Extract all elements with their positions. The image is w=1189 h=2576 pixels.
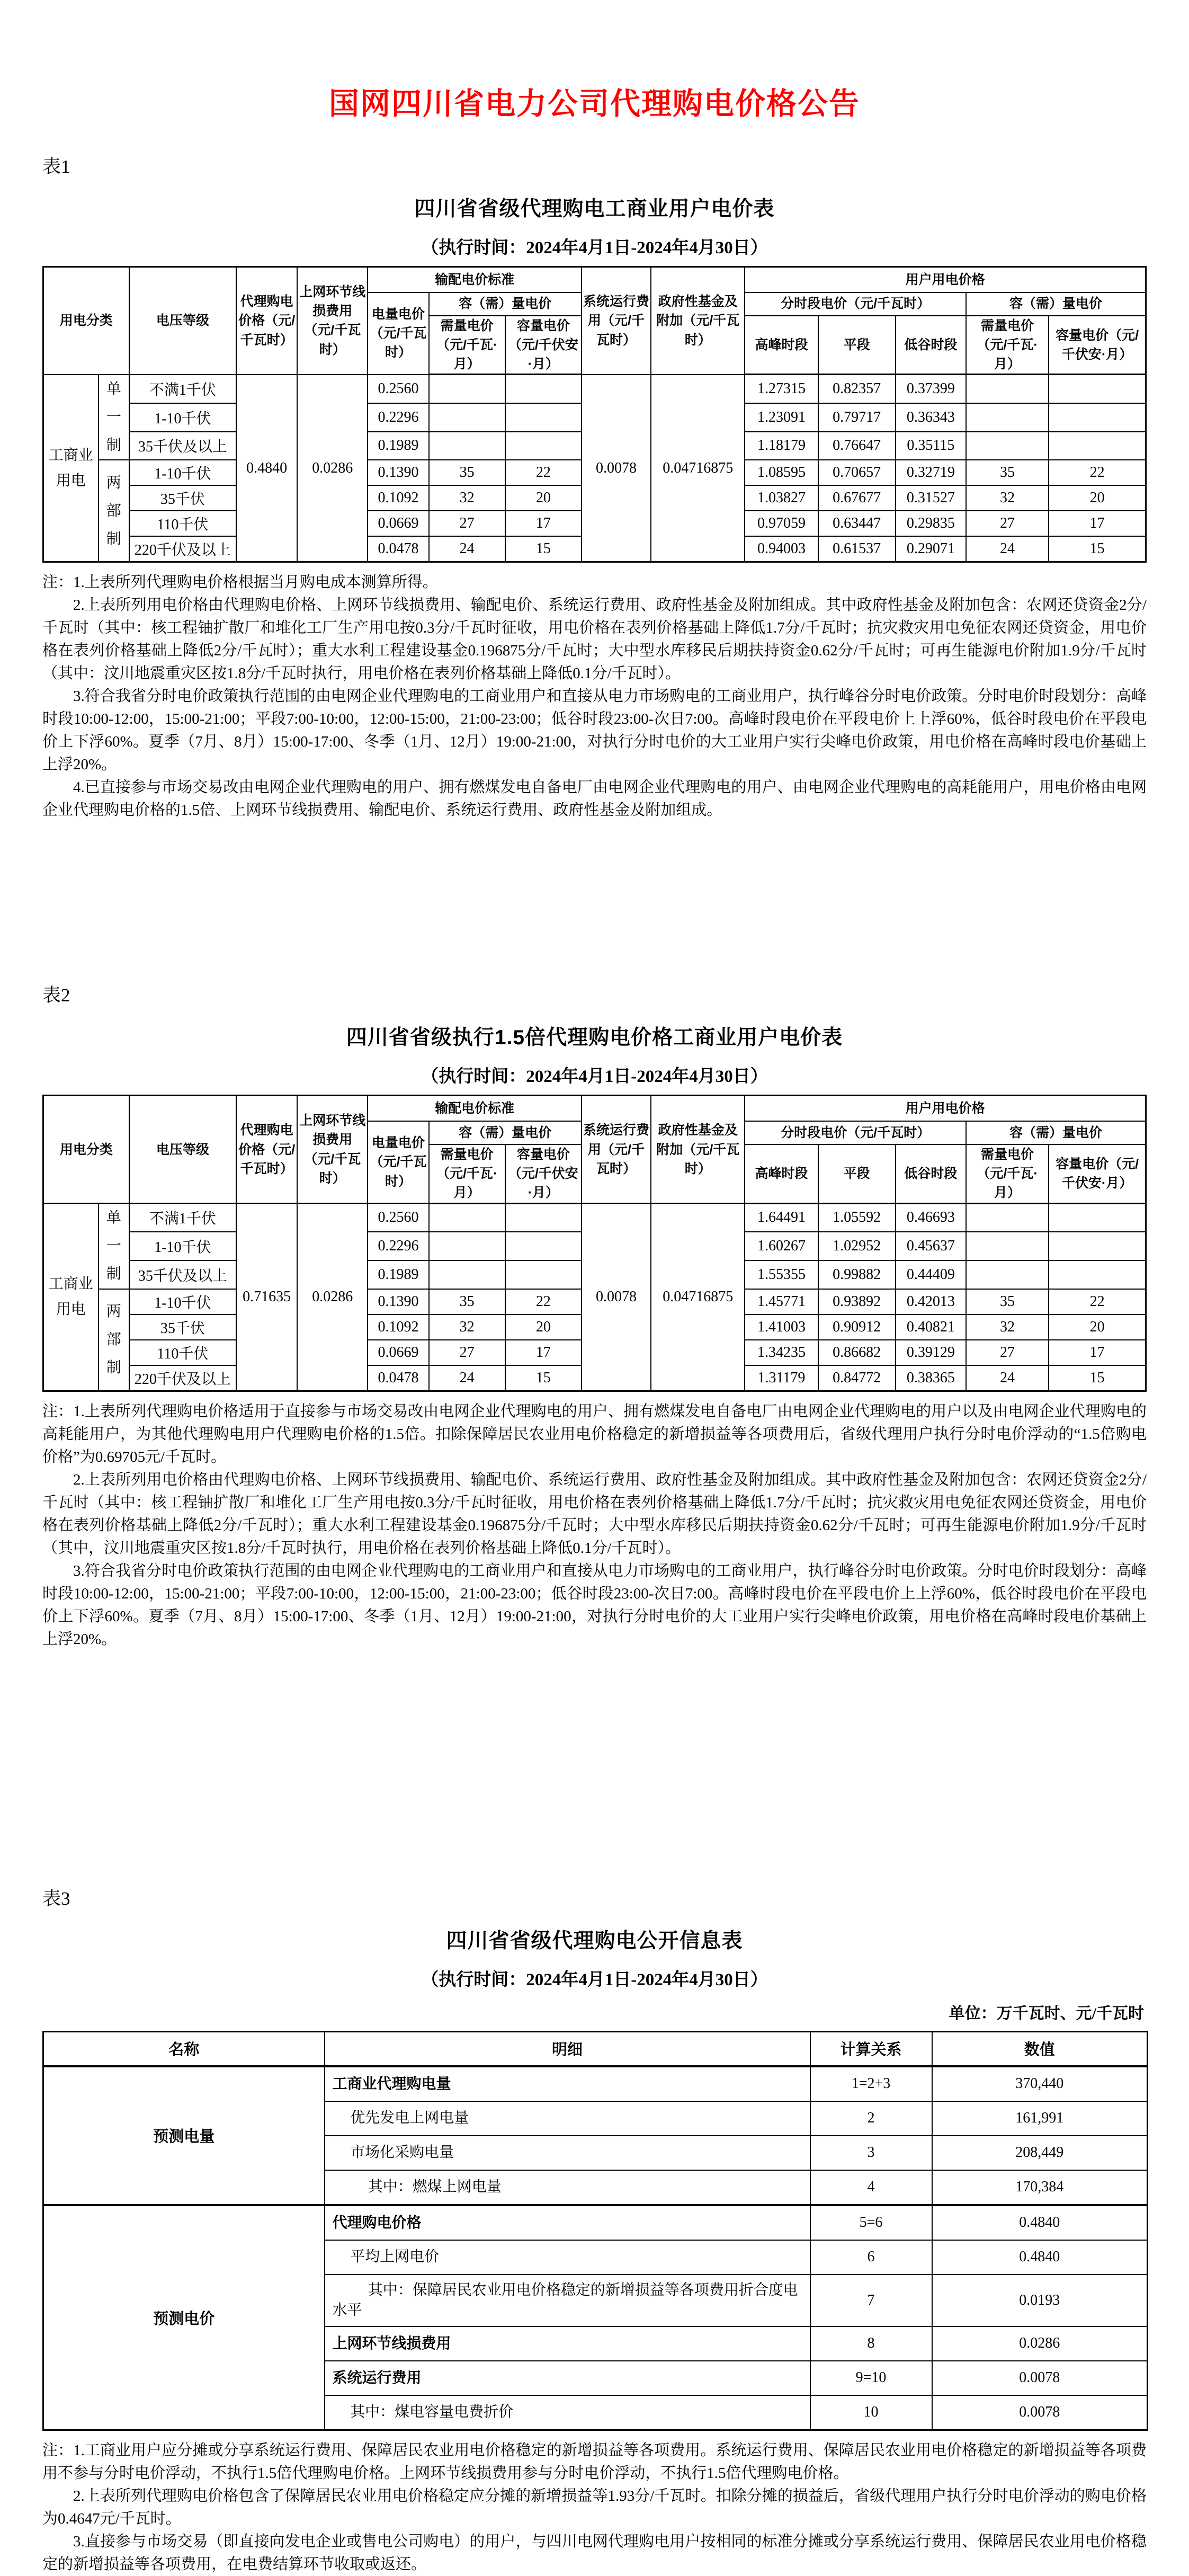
cell-relation: 3 [810,2136,932,2170]
cell-voltage: 220千伏及以上 [129,1365,236,1391]
cell-demand-user: 32 [966,1314,1049,1340]
cell-flat: 0.79717 [818,403,896,432]
th-trans-std: 输配电价标准 [368,1096,582,1121]
th-cap-demand-user: 容（需）量电价 [966,292,1146,316]
cell-demand-user: 24 [966,536,1049,562]
cell-capacity: 15 [505,1365,582,1391]
user-group-label: 工商业用电 [48,1276,93,1318]
table-row [43,375,1146,403]
table-row [43,2066,1148,2101]
cell-value: 0.0078 [932,2361,1148,2395]
th-line-loss: 上网环节线损费用（元/千瓦时） [297,1096,368,1203]
cell-peak: 1.03827 [745,485,818,511]
cell-valley: 0.31527 [896,485,966,511]
cell-regime-single [99,375,129,460]
th-trans-std: 输配电价标准 [368,267,582,292]
th-line-loss: 上网环节线损费用（元/千瓦时） [297,267,368,375]
note-paragraph: 注：1.上表所列代理购电价格根据当月购电成本测算所得。 [42,574,438,591]
cell-peak: 1.27315 [745,375,818,403]
cell-capacity-user: 17 [1049,1340,1146,1365]
cell-detail: 上网环节线损费用 [325,2326,810,2361]
cell-energy: 0.2560 [368,375,428,403]
cell-valley: 0.46693 [896,1203,966,1232]
cell-capacity: 17 [505,1340,582,1365]
cell-energy: 0.1092 [368,485,428,511]
cell-capacity-user: 15 [1049,1365,1146,1391]
note-paragraph: 2.上表所列用电价格由代理购电价格、上网环节线损费用、输配电价、系统运行费用、政府性基金及附加组成。其中政府性基金及附加包含：农网还贷资金2分/千瓦时（其中：核工程铀扩散厂和堆化工厂生产用电按0.3分/千瓦时征收，用电价格在表列价格基础上降低1.7分/千瓦时；抗灾救灾用电免征农网还贷资金，用电价格在表列价格基础上降低2分/千瓦时）；重大水利工程建设基金0.196875分/千瓦时；大中型水库移民后期扶持资金0.62分/千瓦时；可再生能源电价附加1.9分/千瓦时（其中：汶川地震重灾区按1.8分/千瓦时执行，用电价格在表列价格基础上降低0.1分/千瓦时）。 [42,597,1147,682]
table2-caption: 四川省省级执行1.5倍代理购电价格工商业用户电价表 [346,1026,843,1050]
cell-capacity-user [1049,403,1146,432]
cell-energy: 0.0478 [368,1365,428,1391]
cell-detail: 其中：燃煤上网电量 [325,2170,810,2205]
cell-relation: 8 [810,2326,932,2361]
cell-user-group [43,1203,99,1391]
th-agency-price: 代理购电价格（元/千瓦时） [236,1096,297,1203]
cell-capacity [505,1203,582,1232]
cell-capacity: 17 [505,511,582,536]
cell-capacity-user [1049,1260,1146,1289]
regime-label: 两部制 [106,474,121,547]
note-paragraph: 3.符合我省分时电价政策执行范围的由电网企业代理购电的工商业用户和直接从电力市场购电的工商业用户，执行峰谷分时电价政策。分时电价时段划分：高峰时段10:00-12:00，15:00-21:00；平段7:00-10:00，12:00-15:00，21:00-23:00；低谷时段23:00-次日7:00。高峰时段电价在平段电价上上浮60%，低谷时段电价在平段电价上下浮60%。夏季（7月、8月）15:00-17:00、冬季（1月、12月）19:00-21:00，对执行分时电价的大工业用户实行尖峰电价政策，用电价格在高峰时段电价基础上上浮20%。 [42,1562,1147,1648]
cell-energy: 0.1092 [368,1314,428,1340]
table1-price-table [42,266,1147,563]
cell-capacity-user: 20 [1049,485,1146,511]
cell-demand [429,432,505,460]
cell-relation: 7 [810,2275,932,2326]
cell-peak: 1.31179 [745,1365,818,1391]
cell-capacity-user: 17 [1049,511,1146,536]
th-demand-price-user: 需量电价（元/千瓦·月） [966,1144,1049,1203]
cell-peak: 1.18179 [745,432,818,460]
th-flat: 平段 [818,1144,896,1203]
th-relation: 计算关系 [810,2031,932,2066]
cell-valley: 0.32719 [896,460,966,485]
note-paragraph: 2.上表所列用电价格由代理购电价格、上网环节线损费用、输配电价、系统运行费用、政府性基金及附加组成。其中政府性基金及附加包含：农网还贷资金2分/千瓦时（其中：核工程铀扩散厂和堆化工厂生产用电按0.3分/千瓦时征收，用电价格在表列价格基础上降低1.7分/千瓦时；抗灾救灾用电免征农网还贷资金，用电价格在表列价格基础上降低2分/千瓦时）；重大水利工程建设基金0.196875分/千瓦时；大中型水库移民后期扶持资金0.62分/千瓦时；可再生能源电价附加1.9分/千瓦时（其中，汶川地震重灾区按1.8分/千瓦时执行，用电价格在表列价格基础上降低0.1分/千瓦时）。 [42,1471,1147,1557]
cell-energy: 0.1390 [368,460,428,485]
cell-capacity-user: 15 [1049,536,1146,562]
th-flat: 平段 [818,316,896,375]
cell-agency-price: 0.4840 [236,375,297,562]
note-paragraph: 2.上表所列代理购电价格包含了保障居民农业用电价格稳定应分摊的新增损益等1.93分/千瓦时。扣除分摊的损益后，省级代理用户执行分时电价浮动的购电价格为0.4647元/千瓦时。 [42,2487,1147,2527]
cell-detail: 工商业代理购电量 [325,2066,810,2101]
cell-value: 208,449 [932,2136,1148,2170]
cell-capacity [505,403,582,432]
cell-demand-user: 27 [966,511,1049,536]
user-group-label: 工商业用电 [48,447,93,489]
th-tou: 分时段电价（元/千瓦时） [745,292,966,316]
regime-label: 两部制 [106,1303,121,1376]
cell-capacity [505,1232,582,1260]
table1-notes [42,571,1147,822]
cell-capacity [505,375,582,403]
header-row [43,267,1146,292]
cell-gov-fund: 0.04716875 [651,1203,745,1391]
note-paragraph: 注：1.工商业用户应分摊或分享系统运行费用、保障居民农业用电价格稳定的新增损益等各项费用。系统运行费用、保障居民农业用电价格稳定的新增损益等各项费用不参与分时电价浮动，不执行1.5倍代理购电价格。上网环节线损费用参与分时电价浮动，不执行1.5倍代理购电价格。 [42,2441,1147,2482]
cell-voltage: 35千伏 [129,1314,236,1340]
table2-price-table [42,1095,1147,1391]
table3-period: （执行时间：2024年4月1日-2024年4月30日） [421,1970,768,1989]
header-row [43,2031,1148,2066]
cell-valley: 0.29071 [896,536,966,562]
cell-demand-user [966,1203,1049,1232]
cell-demand: 32 [429,1314,505,1340]
cell-peak: 1.60267 [745,1232,818,1260]
cell-capacity: 20 [505,485,582,511]
th-detail: 明细 [325,2031,810,2066]
table1-period: （执行时间：2024年4月1日-2024年4月30日） [421,238,768,257]
cell-detail: 其中：保障居民农业用电价格稳定的新增损益等各项费用折合度电水平 [325,2275,810,2326]
cell-demand: 24 [429,1365,505,1391]
cell-detail: 优先发电上网电量 [325,2101,810,2136]
cell-flat: 0.82357 [818,375,896,403]
table3-label: 表3 [42,1888,70,1909]
cell-demand [429,403,505,432]
cell-capacity-user [1049,375,1146,403]
cell-demand [429,1203,505,1232]
cell-value: 0.0286 [932,2326,1148,2361]
th-gov-fund: 政府性基金及附加（元/千瓦时） [651,1096,745,1203]
note-paragraph: 4.已直接参与市场交易改由电网企业代理购电的用户、拥有燃煤发电自备电厂由电网企业代理购电的用户、由电网企业代理购电的高耗能用户，用电价格由电网企业代理购电价格的1.5倍、上网环节线损费用、输配电价、系统运行费用、政府性基金及附加组成。 [42,779,1147,819]
cell-detail: 系统运行费用 [325,2361,810,2395]
cell-capacity-user [1049,1203,1146,1232]
cell-demand [429,1260,505,1289]
cell-flat: 0.99882 [818,1260,896,1289]
th-voltage: 电压等级 [129,267,236,375]
table1-caption: 四川省省级代理购电工商业用户电价表 [414,198,775,220]
cell-voltage: 1-10千伏 [129,460,236,485]
header-row [43,1096,1146,1121]
cell-flat: 0.63447 [818,511,896,536]
cell-voltage: 220千伏及以上 [129,536,236,562]
table3-unit: 单位：万千瓦时、元/千瓦时 [949,2004,1144,2022]
group-forecast-energy: 预测电量 [43,2066,325,2205]
cell-energy: 0.2296 [368,403,428,432]
th-demand-price-user: 需量电价（元/千瓦·月） [966,316,1049,375]
table3-caption: 四川省省级代理购电公开信息表 [446,1929,743,1952]
cell-energy: 0.2296 [368,1232,428,1260]
cell-voltage: 1-10千伏 [129,1289,236,1314]
cell-voltage: 不满1千伏 [129,375,236,403]
cell-demand-user: 32 [966,485,1049,511]
cell-valley: 0.37399 [896,375,966,403]
cell-energy: 0.1989 [368,1260,428,1289]
cell-detail: 代理购电价格 [325,2205,810,2240]
cell-value: 0.0078 [932,2395,1148,2430]
table2-label: 表2 [42,985,70,1006]
th-cap-demand: 容（需）量电价 [429,1121,582,1144]
cell-peak: 1.45771 [745,1289,818,1314]
cell-peak: 0.97059 [745,511,818,536]
cell-relation: 6 [810,2240,932,2275]
cell-regime-two-part [99,460,129,562]
cell-valley: 0.39129 [896,1340,966,1365]
th-user-price: 用户用电价格 [745,1096,1146,1121]
cell-energy: 0.2560 [368,1203,428,1232]
cell-voltage: 1-10千伏 [129,403,236,432]
th-peak: 高峰时段 [745,1144,818,1203]
th-sys-fee: 系统运行费用（元/千瓦时） [582,267,651,375]
cell-flat: 0.70657 [818,460,896,485]
cell-capacity-user [1049,432,1146,460]
cell-peak: 0.94003 [745,536,818,562]
th-capacity-price-user: 容量电价（元/千伏安·月） [1049,1144,1146,1203]
cell-demand-user: 35 [966,460,1049,485]
cell-value: 161,991 [932,2101,1148,2136]
cell-voltage: 35千伏 [129,485,236,511]
cell-relation: 2 [810,2101,932,2136]
th-valley: 低谷时段 [896,1144,966,1203]
th-capacity-price-user: 容量电价（元/千伏安·月） [1049,316,1146,375]
cell-line-loss: 0.0286 [297,375,368,562]
cell-demand-user [966,403,1049,432]
cell-line-loss: 0.0286 [297,1203,368,1391]
table2-notes [42,1400,1147,1651]
th-demand-price: 需量电价（元/千瓦·月） [429,1144,505,1203]
cell-user-group [43,375,99,562]
cell-capacity: 20 [505,1314,582,1340]
cell-relation: 9=10 [810,2361,932,2395]
th-user-class: 用电分类 [43,267,129,375]
th-demand-price: 需量电价（元/千瓦·月） [429,316,505,375]
cell-voltage: 35千伏及以上 [129,432,236,460]
cell-voltage: 不满1千伏 [129,1203,236,1232]
th-valley: 低谷时段 [896,316,966,375]
cell-capacity [505,1260,582,1289]
cell-capacity-user: 22 [1049,1289,1146,1314]
cell-voltage: 110千伏 [129,1340,236,1365]
cell-detail: 其中：煤电容量电费折价 [325,2395,810,2430]
cell-capacity: 15 [505,536,582,562]
cell-sys-fee: 0.0078 [582,1203,651,1391]
th-capacity-price: 容量电价（元/千伏安·月） [505,1144,582,1203]
th-cap-demand-user: 容（需）量电价 [966,1121,1146,1144]
cell-valley: 0.45637 [896,1232,966,1260]
th-gov-fund: 政府性基金及附加（元/千瓦时） [651,267,745,375]
th-tou: 分时段电价（元/千瓦时） [745,1121,966,1144]
cell-flat: 0.76647 [818,432,896,460]
cell-valley: 0.35115 [896,432,966,460]
cell-capacity: 22 [505,460,582,485]
th-sys-fee: 系统运行费用（元/千瓦时） [582,1096,651,1203]
cell-regime-single [99,1203,129,1289]
cell-demand-user [966,1260,1049,1289]
cell-flat: 1.05592 [818,1203,896,1232]
cell-capacity-user: 20 [1049,1314,1146,1340]
cell-demand-user [966,432,1049,460]
cell-agency-price: 0.71635 [236,1203,297,1391]
th-value: 数值 [932,2031,1148,2066]
cell-regime-two-part [99,1289,129,1391]
cell-demand: 24 [429,536,505,562]
cell-energy: 0.1390 [368,1289,428,1314]
cell-demand: 35 [429,1289,505,1314]
cell-demand: 27 [429,511,505,536]
cell-capacity [505,432,582,460]
th-name: 名称 [43,2031,325,2066]
th-user-class: 用电分类 [43,1096,129,1203]
regime-label: 单一制 [106,1210,121,1283]
cell-voltage: 110千伏 [129,511,236,536]
cell-energy: 0.0669 [368,511,428,536]
cell-valley: 0.44409 [896,1260,966,1289]
cell-detail: 市场化采购电量 [325,2136,810,2170]
cell-relation: 4 [810,2170,932,2205]
regime-label: 单一制 [106,380,121,454]
cell-peak: 1.41003 [745,1314,818,1340]
note-paragraph: 3.符合我省分时电价政策执行范围的由电网企业代理购电的工商业用户和直接从电力市场购电的工商业用户，执行峰谷分时电价政策。分时电价时段划分：高峰时段10:00-12:00，15:00-21:00；平段7:00-10:00，12:00-15:00，21:00-23:00；低谷时段23:00-次日7:00。高峰时段电价在平段电价上上浮60%，低谷时段电价在平段电价上下浮60%。夏季（7月、8月）15:00-17:00、冬季（1月、12月）19:00-21:00，对执行分时电价的大工业用户实行尖峰电价政策，用电价格在高峰时段电价基础上上浮20%。 [42,688,1147,774]
th-agency-price: 代理购电价格（元/千瓦时） [236,267,297,375]
cell-demand [429,375,505,403]
cell-peak: 1.08595 [745,460,818,485]
cell-demand-user [966,1232,1049,1260]
table2-period: （执行时间：2024年4月1日-2024年4月30日） [421,1067,768,1087]
cell-flat: 0.84772 [818,1365,896,1391]
cell-detail: 平均上网电价 [325,2240,810,2275]
table-row [43,1203,1146,1232]
cell-voltage: 1-10千伏 [129,1232,236,1260]
cell-value: 170,384 [932,2170,1148,2205]
cell-demand-user: 35 [966,1289,1049,1314]
cell-flat: 0.67677 [818,485,896,511]
cell-gov-fund: 0.04716875 [651,375,745,562]
cell-relation: 10 [810,2395,932,2430]
cell-capacity: 22 [505,1289,582,1314]
cell-peak: 1.55355 [745,1260,818,1289]
cell-flat: 0.93892 [818,1289,896,1314]
cell-value: 370,440 [932,2066,1148,2101]
cell-valley: 0.40821 [896,1314,966,1340]
cell-flat: 0.86682 [818,1340,896,1365]
cell-valley: 0.42013 [896,1289,966,1314]
document-title: 国网四川省电力公司代理购电价格公告 [329,87,860,121]
th-capacity-price: 容量电价（元/千伏安·月） [505,316,582,375]
cell-demand: 35 [429,460,505,485]
cell-relation: 5=6 [810,2205,932,2240]
note-paragraph: 3.直接参与市场交易（即直接向发电企业或售电公司购电）的用户，与四川电网代理购电用户按相同的标准分摊或分享系统运行费用、保障居民农业用电价格稳定的新增损益等各项费用，在电费结算环节收取或返还。 [42,2533,1147,2573]
th-user-price: 用户用电价格 [745,267,1146,292]
cell-demand-user: 24 [966,1365,1049,1391]
cell-value: 0.4840 [932,2240,1148,2275]
cell-demand-user [966,375,1049,403]
cell-peak: 1.64491 [745,1203,818,1232]
cell-flat: 0.90912 [818,1314,896,1340]
cell-demand: 32 [429,485,505,511]
th-energy-price: 电量电价（元/千瓦时） [368,292,428,375]
table3-notes [42,2439,1147,2576]
th-cap-demand: 容（需）量电价 [429,292,582,316]
cell-demand-user: 27 [966,1340,1049,1365]
cell-peak: 1.34235 [745,1340,818,1365]
cell-value: 0.0193 [932,2275,1148,2326]
cell-relation: 1=2+3 [810,2066,932,2101]
note-paragraph: 注：1.上表所列代理购电价格适用于直接参与市场交易改由电网企业代理购电的用户、拥有燃煤发电自备电厂由电网企业代理购电的用户以及由电网企业代理购电的高耗能用户，为其他代理购电用户代理购电价格的1.5倍。扣除保障居民农业用电价格稳定的新增损益等各项费用后，省级代理用户执行分时电价浮动的“1.5倍购电价格”为0.69705元/千瓦时。 [42,1402,1147,1465]
cell-capacity-user [1049,1232,1146,1260]
cell-valley: 0.38365 [896,1365,966,1391]
cell-energy: 0.1989 [368,432,428,460]
cell-peak: 1.23091 [745,403,818,432]
cell-flat: 1.02952 [818,1232,896,1260]
th-peak: 高峰时段 [745,316,818,375]
cell-valley: 0.29835 [896,511,966,536]
cell-value: 0.4840 [932,2205,1148,2240]
cell-energy: 0.0669 [368,1340,428,1365]
cell-demand [429,1232,505,1260]
cell-valley: 0.36343 [896,403,966,432]
th-energy-price: 电量电价（元/千瓦时） [368,1121,428,1203]
group-forecast-price: 预测电价 [43,2205,325,2430]
cell-flat: 0.61537 [818,536,896,562]
table1-label: 表1 [42,156,70,177]
cell-voltage: 35千伏及以上 [129,1260,236,1289]
table3-info-table [42,2031,1148,2431]
table-row [43,2205,1148,2240]
cell-energy: 0.0478 [368,536,428,562]
cell-capacity-user: 22 [1049,460,1146,485]
cell-sys-fee: 0.0078 [582,375,651,562]
th-voltage: 电压等级 [129,1096,236,1203]
cell-demand: 27 [429,1340,505,1365]
